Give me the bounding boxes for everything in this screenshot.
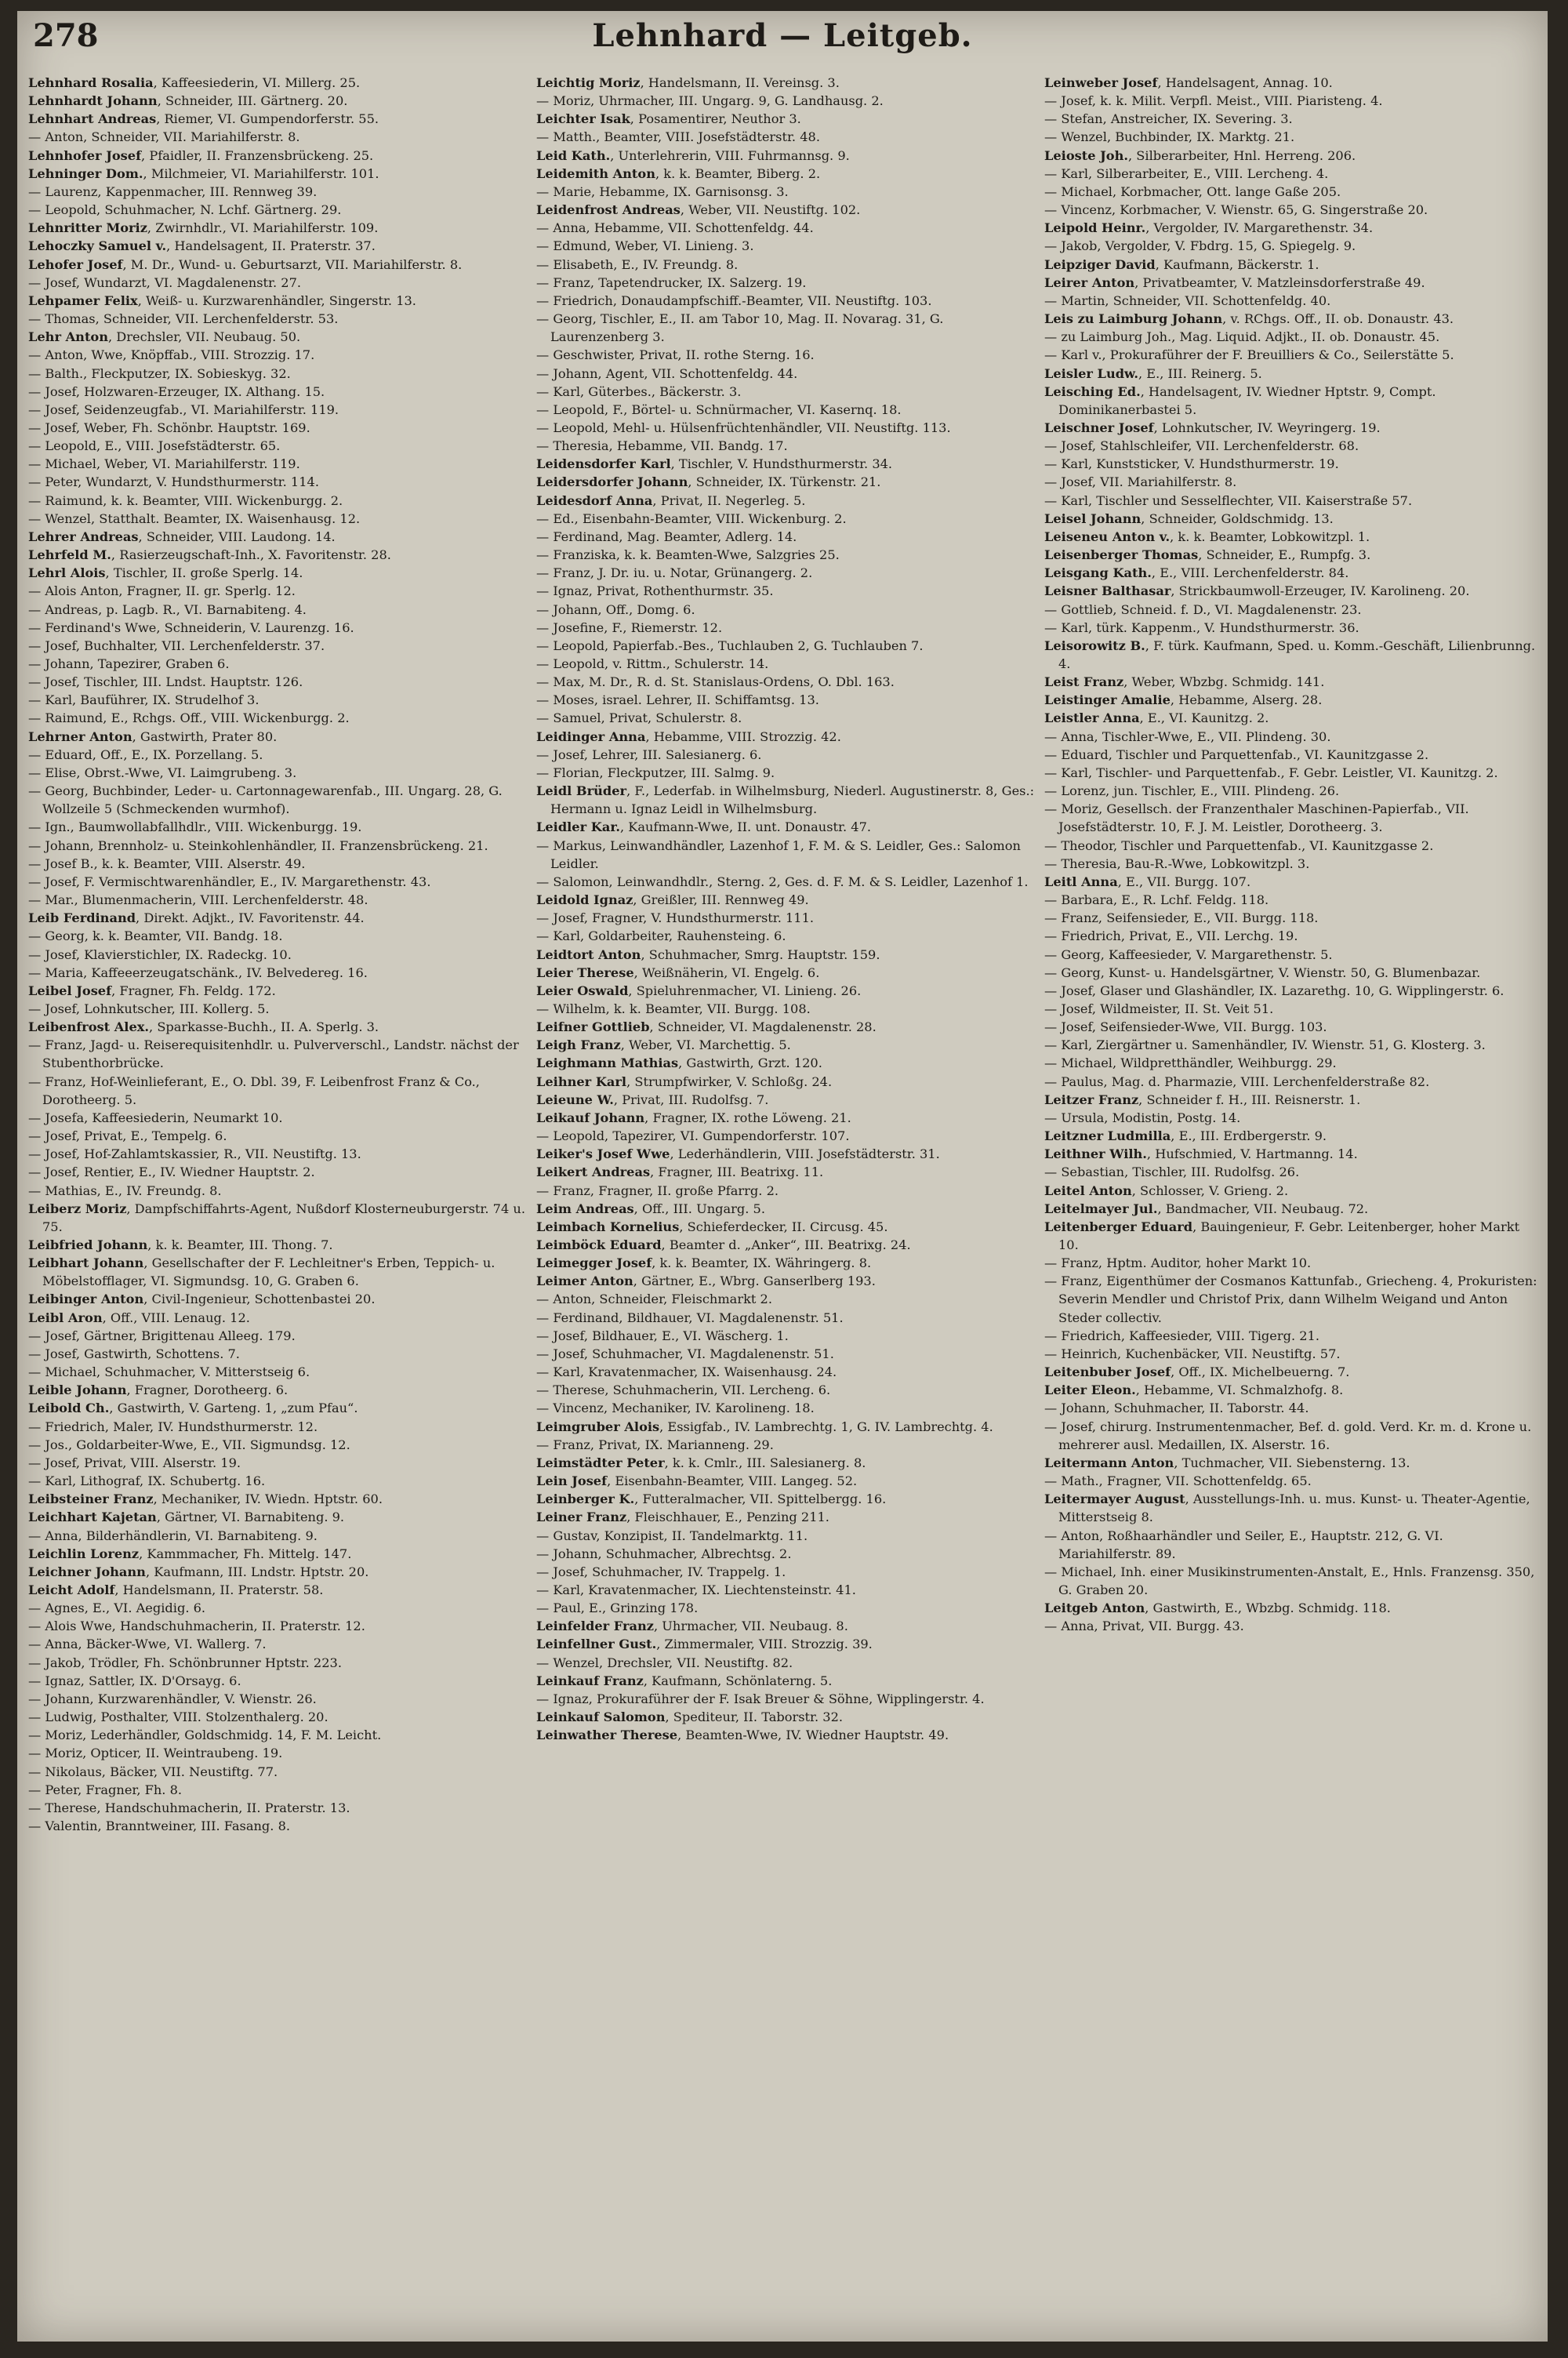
directory-entry: — Josef, Privat, VIII. Alserstr. 19. — [28, 1455, 241, 1470]
directory-entry: — Karl, Goldarbeiter, Rauhensteing. 6. — [536, 928, 786, 944]
directory-entry: — Gustav, Konzipist, II. Tandelmarktg. 11. — [536, 1528, 808, 1543]
directory-entry: — Josef B., k. k. Beamter, VIII. Alserstr. 49. — [28, 856, 306, 871]
directory-entry: Leinweber Josef, Handelsagent, Annag. 10. — [1044, 75, 1333, 90]
directory-entry: — Johann, Tapezirer, Graben 6. — [28, 656, 230, 671]
directory-entry: — Wenzel, Drechsler, VII. Neustiftg. 82. — [536, 1655, 793, 1670]
directory-entry: Leinwather Therese, Beamten-Wwe, IV. Wiedner Hauptstr. 49. — [536, 1728, 949, 1743]
directory-entry: Lehnhofer Josef, Pfaidler, II. Franzensbrückeng. 25. — [28, 147, 374, 163]
directory-entry: Leitenbuber Josef, Off., IX. Michelbeuerng. 7. — [1044, 1364, 1350, 1380]
directory-entry: — Elisabeth, E., IV. Freundg. 8. — [536, 256, 739, 272]
directory-entry: — Friedrich, Privat, E., VII. Lerchg. 19. — [1044, 928, 1298, 944]
directory-entry: — Franz, Fragner, II. große Pfarrg. 2. — [536, 1183, 779, 1198]
directory-entry: Leioste Joh., Silberarbeiter, Hnl. Herreng. 206. — [1044, 147, 1356, 163]
directory-entry: — Josef, Gastwirth, Schottens. 7. — [28, 1346, 240, 1361]
directory-entry: Leim Andreas, Off., III. Ungarg. 5. — [536, 1201, 765, 1216]
directory-entry: Leimstädter Peter, k. k. Cmlr., III. Salesianerg. 8. — [536, 1455, 866, 1470]
directory-entry: Leidenfrost Andreas, Weber, VII. Neustiftg. 102. — [536, 202, 861, 218]
directory-entry: — Josef, Schuhmacher, VI. Magdalenenstr. 51. — [536, 1346, 834, 1361]
directory-entry: Lehrl Alois, Tischler, II. große Sperlg. 14. — [28, 565, 303, 581]
directory-entry: Leidold Ignaz, Greißler, III. Rennweg 49. — [536, 892, 809, 908]
directory-entry: — Matth., Beamter, VIII. Josefstädterstr. 48. — [536, 129, 820, 145]
directory-entry: Leidinger Anna, Hebamme, VIII. Strozzig. 42. — [536, 728, 841, 744]
directory-entry: — Josef, chirurg. Instrumentenmacher, Bef. d. gold. Verd. Kr. m. d. Krone u. mehrerer ausl. Medaillen, IX. Alserstr. 16. — [1044, 1419, 1532, 1452]
directory-entry: Leinfellner Gust., Zimmermaler, VIII. Strozzig. 39. — [536, 1637, 873, 1652]
directory-entry: Leisching Ed., Handelsagent, IV. Wiedner Hptstr. 9, Compt. Dominikanerbastei 5. — [1044, 383, 1436, 417]
directory-entry: Lein Josef, Eisenbahn-Beamter, VIII. Langeg. 52. — [536, 1473, 858, 1489]
directory-entry: — Josef, Hof-Zahlamtskassier, R., VII. Neustiftg. 13. — [28, 1146, 361, 1162]
directory-entry: Leidensdorfer Karl, Tischler, V. Hundsthurmerstr. 34. — [536, 456, 893, 472]
directory-entry: Leipziger David, Kaufmann, Bäckerstr. 1. — [1044, 256, 1319, 272]
directory-entry: — Karl, Kravatenmacher, IX. Waisenhausg. 24. — [536, 1364, 837, 1380]
directory-entry: Leidler Kar., Kaufmann-Wwe, II. unt. Donaustr. 47. — [536, 819, 872, 835]
directory-entry: — Josef, Wildmeister, II. St. Veit 51. — [1044, 1001, 1274, 1016]
directory-entry: — Franz, J. Dr. iu. u. Notar, Grünangerg. 2. — [536, 565, 813, 581]
directory-entry: Leistler Anna, E., VI. Kaunitzg. 2. — [1044, 710, 1269, 726]
directory-entry: Lehrfeld M., Rasierzeugschaft-Inh., X. Favoritenstr. 28. — [28, 547, 391, 563]
directory-entry: — Josef, Gärtner, Brigittenau Alleeg. 179. — [28, 1328, 296, 1343]
directory-entry: — Friedrich, Maler, IV. Hundsthurmerstr. 12. — [28, 1419, 318, 1434]
directory-entry: — Josef, Schuhmacher, IV. Trappelg. 1. — [536, 1564, 786, 1579]
column-2 — [536, 74, 1038, 2332]
directory-entry: — Karl, Lithograf, IX. Schubertg. 16. — [28, 1473, 266, 1489]
directory-entry: — Franz, Jagd- u. Reiserequisitenhdlr. u. Pulververschl., Landstr. nächst der Stubenthorbrücke. — [28, 1037, 519, 1071]
directory-entry: — Anna, Privat, VII. Burgg. 43. — [1044, 1619, 1244, 1634]
directory-entry: — Wenzel, Statthalt. Beamter, IX. Waisenhausg. 12. — [28, 510, 361, 526]
directory-entry: — Paul, E., Grinzing 178. — [536, 1600, 699, 1616]
directory-entry: — Ed., Eisenbahn-Beamter, VIII. Wickenburg. 2. — [536, 510, 847, 526]
directory-entry: — Karl, Güterbes., Bäckerstr. 3. — [536, 383, 742, 399]
directory-entry: — Theresia, Hebamme, VII. Bandg. 17. — [536, 438, 788, 454]
directory-entry: — Georg, Kaffeesieder, V. Margarethenstr. 5. — [1044, 946, 1333, 962]
directory-entry: — Wenzel, Buchbinder, IX. Marktg. 21. — [1044, 129, 1295, 145]
directory-entry: Leisler Ludw., E., III. Reinerg. 5. — [1044, 365, 1262, 381]
directory-entry: Leidemith Anton, k. k. Beamter, Biberg. 2. — [536, 165, 821, 181]
directory-entry: — Josef, Lehrer, III. Salesianerg. 6. — [536, 747, 762, 762]
directory-entry: — Johann, Off., Domg. 6. — [536, 601, 695, 617]
directory-entry: Leithner Wilh., Hufschmied, V. Hartmanng. 14. — [1044, 1146, 1358, 1162]
directory-entry: Lehnritter Moriz, Zwirnhdlr., VI. Mariahilferstr. 109. — [28, 220, 379, 236]
directory-entry: Lehrner Anton, Gastwirth, Prater 80. — [28, 728, 278, 744]
directory-entry: — Karl, Tischler- und Parquettenfab., F. Gebr. Leistler, VI. Kaunitzg. 2. — [1044, 765, 1498, 780]
directory-entry: Leifner Gottlieb, Schneider, VI. Magdalenenstr. 28. — [536, 1019, 877, 1035]
directory-entry: Leisner Balthasar, Strickbaumwoll-Erzeuger, IV. Karolineng. 20. — [1044, 583, 1470, 599]
directory-entry: Leinfelder Franz, Uhrmacher, VII. Neubaug. 8. — [536, 1619, 848, 1634]
directory-entry: Leitermann Anton, Tuchmacher, VII. Siebensterng. 13. — [1044, 1455, 1410, 1470]
directory-entry: Lehnhard Rosalia, Kaffeesiederin, VI. Millerg. 25. — [28, 75, 361, 90]
directory-entry: — Leopold, F., Börtel- u. Schnürmacher, VI. Kasernq. 18. — [536, 401, 902, 417]
directory-entry: Leisgang Kath., E., VIII. Lerchenfelderstr. 84. — [1044, 565, 1349, 581]
directory-entry: — Josef, Klavierstichler, IX. Radeckg. 10. — [28, 946, 292, 962]
directory-entry: — Elise, Obrst.-Wwe, VI. Laimgrubeng. 3. — [28, 765, 297, 780]
directory-entry: — Karl v., Prokuraführer der F. Breuilliers & Co., Seilerstätte 5. — [1044, 347, 1454, 363]
directory-entry: Leibl Aron, Off., VIII. Lenaug. 12. — [28, 1310, 250, 1325]
directory-entry: — Theodor, Tischler und Parquettenfab., VI. Kaunitzgasse 2. — [1044, 837, 1434, 853]
directory-entry: Leihner Karl, Strumpfwirker, V. Schloßg. 24. — [536, 1074, 833, 1089]
directory-entry: — Anna, Bilderhändlerin, VI. Barnabiteng. 9. — [28, 1528, 318, 1543]
directory-entry: — Mar., Blumenmacherin, VIII. Lerchenfelderstr. 48. — [28, 892, 368, 908]
directory-entry: — Johann, Brennholz- u. Steinkohlenhändler, II. Franzensbrückeng. 21. — [28, 837, 488, 853]
directory-entry: — Karl, Kunststicker, V. Hundsthurmerstr. 19. — [1044, 456, 1339, 472]
directory-entry: Leidesdorf Anna, Privat, II. Negerleg. 5. — [536, 492, 806, 508]
directory-entry: — Franz, Hof-Weinlieferant, E., O. Dbl. 39, F. Leibenfrost Franz & Co., Dorotheerg. 5. — [28, 1074, 480, 1107]
directory-entry: — Leopold, Papierfab.-Bes., Tuchlauben 2, G. Tuchlauben 7. — [536, 638, 924, 653]
directory-entry: Leischner Josef, Lohnkutscher, IV. Weyringerg. 19. — [1044, 420, 1381, 435]
directory-entry: — Jakob, Vergolder, V. Fbdrg. 15, G. Spiegelg. 9. — [1044, 238, 1356, 254]
directory-entry: Leinkauf Franz, Kaufmann, Schönlaterng. 5. — [536, 1673, 833, 1688]
directory-entry: Leitzner Ludmilla, E., III. Erdbergerstr. 9. — [1044, 1128, 1327, 1144]
directory-entry: — Heinrich, Kuchenbäcker, VII. Neustiftg. 57. — [1044, 1346, 1341, 1361]
directory-entry: — Leopold, v. Rittm., Schulerstr. 14. — [536, 656, 769, 671]
directory-entry: Leimgruber Alois, Essigfab., IV. Lambrechtg. 1, G. IV. Lambrechtg. 4. — [536, 1419, 993, 1434]
directory-entry: — Samuel, Privat, Schulerstr. 8. — [536, 710, 742, 726]
directory-entry: — Ignaz, Prokuraführer der F. Isak Breuer & Söhne, Wipplingerstr. 4. — [536, 1691, 985, 1706]
directory-entry: Leiberz Moriz, Dampfschiffahrts-Agent, Nußdorf Klosterneuburgerstr. 74 u. 75. — [28, 1201, 525, 1234]
directory-entry: Leichlin Lorenz, Kammmacher, Fh. Mittelg. 147. — [28, 1546, 352, 1561]
directory-page — [17, 11, 1548, 2342]
directory-entry: — Raimund, k. k. Beamter, VIII. Wickenburgg. 2. — [28, 492, 343, 508]
directory-entry: — Josefine, F., Riemerstr. 12. — [536, 619, 723, 635]
directory-entry: — Anna, Hebamme, VII. Schottenfeldg. 44. — [536, 220, 814, 236]
directory-entry: — Moses, israel. Lehrer, II. Schiffamtsg. 13. — [536, 692, 819, 708]
directory-entry: Leitenberger Eduard, Bauingenieur, F. Gebr. Leitenberger, hoher Markt 10. — [1044, 1219, 1520, 1252]
directory-entry: Leist Franz, Weber, Wbzbg. Schmidg. 141. — [1044, 674, 1325, 690]
directory-entry: — Theresia, Bau-R.-Wwe, Lobkowitzpl. 3. — [1044, 856, 1310, 871]
directory-entry: Leitzer Franz, Schneider f. H., III. Reisnerstr. 1. — [1044, 1092, 1361, 1107]
directory-entry: — Franz, Privat, IX. Marianneng. 29. — [536, 1437, 774, 1452]
directory-entry: — Mathias, E., IV. Freundg. 8. — [28, 1183, 222, 1198]
directory-entry: Leimegger Josef, k. k. Beamter, IX. Währingerg. 8. — [536, 1255, 872, 1271]
directory-entry: Leid Kath., Unterlehrerin, VIII. Fuhrmannsg. 9. — [536, 147, 850, 163]
directory-entry: — Friedrich, Donaudampfschiff.-Beamter, VII. Neustiftg. 103. — [536, 292, 932, 308]
page-title: Lehnhard — Leitgeb. — [592, 17, 973, 54]
directory-entry: — Andreas, p. Lagb. R., VI. Barnabiteng. 4. — [28, 601, 307, 617]
directory-entry: — Johann, Agent, VII. Schottenfeldg. 44. — [536, 365, 798, 381]
directory-entry: — Marie, Hebamme, IX. Garnisonsg. 3. — [536, 183, 789, 199]
directory-entry: — Georg, Kunst- u. Handelsgärtner, V. Wienstr. 50, G. Blumenbazar. — [1044, 965, 1481, 980]
directory-entry: Leichtig Moriz, Handelsmann, II. Vereinsg. 3. — [536, 75, 840, 90]
directory-entry: Leighmann Mathias, Gastwirth, Grzt. 120. — [536, 1055, 822, 1071]
directory-entry: Leiter Eleon., Hebamme, VI. Schmalzhofg. 8. — [1044, 1382, 1344, 1398]
directory-entry: — Agnes, E., VI. Aegidig. 6. — [28, 1600, 206, 1616]
directory-entry: — Karl, Bauführer, IX. Strudelhof 3. — [28, 692, 260, 708]
directory-entry: — Josef, Seidenzeugfab., VI. Mariahilferstr. 119. — [28, 401, 339, 417]
directory-entry: — Vincenz, Mechaniker, IV. Karolineng. 18. — [536, 1401, 815, 1416]
directory-entry: — Paulus, Mag. d. Pharmazie, VIII. Lerchenfelderstraße 82. — [1044, 1074, 1430, 1089]
directory-entry: — Michael, Korbmacher, Ott. lange Gaße 205. — [1044, 183, 1341, 199]
directory-entry: — Thomas, Schneider, VII. Lerchenfelderstr. 53. — [28, 311, 339, 327]
directory-entry: — Florian, Fleckputzer, III. Salmg. 9. — [536, 765, 775, 780]
directory-entry: — Leopold, Schuhmacher, N. Lchf. Gärtnerg. 29. — [28, 202, 342, 218]
directory-entry: — Josef, VII. Mariahilferstr. 8. — [1044, 474, 1237, 490]
directory-entry: Lehnhart Andreas, Riemer, VI. Gumpendorferstr. 55. — [28, 111, 379, 127]
directory-entry: — Eduard, Tischler und Parquettenfab., VI. Kaunitzgasse 2. — [1044, 747, 1429, 762]
directory-entry: Leichner Johann, Kaufmann, III. Lndstr. Hptstr. 20. — [28, 1564, 369, 1579]
directory-entry: Lehofer Josef, M. Dr., Wund- u. Geburtsarzt, VII. Mariahilferstr. 8. — [28, 256, 463, 272]
directory-entry: Leicht Adolf, Handelsmann, II. Praterstr. 58. — [28, 1582, 324, 1597]
directory-entry: Leimböck Eduard, Beamter d. „Anker“, III. Beatrixg. 24. — [536, 1237, 911, 1252]
directory-entry: — Josef, Tischler, III. Lndst. Hauptstr. 126. — [28, 674, 303, 690]
directory-entry: — Josef, Wundarzt, VI. Magdalenenstr. 27. — [28, 274, 302, 290]
column-3 — [1044, 74, 1538, 2332]
directory-entry: — Anna, Tischler-Wwe, E., VII. Plindeng. 30. — [1044, 728, 1331, 744]
directory-entry: — Ferdinand, Mag. Beamter, Adlerg. 14. — [536, 529, 797, 544]
directory-entry: Leibhart Johann, Gesellschafter der F. Lechleitner's Erben, Teppich- u. Möbelstofflager, VI. Sigmundsg. 10, G. Graben 6. — [28, 1255, 495, 1289]
directory-entry: — Josef, Seifensieder-Wwe, VII. Burgg. 103. — [1044, 1019, 1327, 1035]
directory-entry: — Josefa, Kaffeesiederin, Neumarkt 10. — [28, 1110, 283, 1125]
directory-entry: Leiker's Josef Wwe, Lederhändlerin, VIII. Josefstädterstr. 31. — [536, 1146, 940, 1162]
directory-entry: Leimer Anton, Gärtner, E., Wbrg. Ganserlberg 193. — [536, 1273, 876, 1289]
directory-entry: Leible Johann, Fragner, Dorotheerg. 6. — [28, 1382, 289, 1398]
directory-entry: — Ursula, Modistin, Postg. 14. — [1044, 1110, 1241, 1125]
directory-entry: — Geschwister, Privat, II. rothe Sterng. 16. — [536, 347, 815, 363]
directory-entry: — Georg, Tischler, E., II. am Tabor 10, Mag. II. Novarag. 31, G. Laurenzenberg 3. — [536, 311, 944, 345]
directory-entry: — Josef, Buchhalter, VII. Lerchenfelderstr. 37. — [28, 638, 325, 653]
directory-entry: — Karl, Tischler und Sesselflechter, VII. Kaiserstraße 57. — [1044, 492, 1413, 508]
directory-entry: — Johann, Kurzwarenhändler, V. Wienstr. 26. — [28, 1691, 317, 1706]
directory-entry: Lehrer Andreas, Schneider, VIII. Laudong. 14. — [28, 529, 336, 544]
directory-entry: — Moriz, Opticer, II. Weintraubeng. 19. — [28, 1746, 283, 1761]
directory-entry: — Karl, Kravatenmacher, IX. Liechtensteinstr. 41. — [536, 1582, 856, 1597]
directory-entry: — Johann, Schuhmacher, II. Taborstr. 44. — [1044, 1401, 1309, 1416]
directory-entry: — Ferdinand's Wwe, Schneiderin, V. Laurenzg. 16. — [28, 619, 354, 635]
directory-entry: Leimbach Kornelius, Schieferdecker, II. Circusg. 45. — [536, 1219, 888, 1234]
directory-entry: — Peter, Fragner, Fh. 8. — [28, 1782, 183, 1797]
directory-entry: — Leopold, Tapezirer, VI. Gumpendorferstr. 107. — [536, 1128, 850, 1144]
directory-entry: — Barbara, E., R. Lchf. Feldg. 118. — [1044, 892, 1269, 908]
directory-entry: — Josef, Lohnkutscher, III. Kollerg. 5. — [28, 1001, 270, 1016]
directory-entry: — Nikolaus, Bäcker, VII. Neustiftg. 77. — [28, 1764, 278, 1779]
directory-entry: — Jos., Goldarbeiter-Wwe, E., VII. Sigmundsg. 12. — [28, 1437, 350, 1452]
directory-entry: Leikauf Johann, Fragner, IX. rothe Löweng. 21. — [536, 1110, 851, 1125]
directory-entry: Leichhart Kajetan, Gärtner, VI. Barnabiteng. 9. — [28, 1510, 345, 1525]
directory-entry: Leigh Franz, Weber, VI. Marchettig. 5. — [536, 1037, 791, 1053]
directory-entry: Leitel Anton, Schlosser, V. Grieng. 2. — [1044, 1183, 1289, 1198]
directory-entry: — Anton, Schneider, VII. Mariahilferstr. 8. — [28, 129, 300, 145]
directory-entry: — Karl, Ziergärtner u. Samenhändler, IV. Wienstr. 51, G. Klosterg. 3. — [1044, 1037, 1486, 1053]
directory-entry: Leinberger K., Futteralmacher, VII. Spittelbergg. 16. — [536, 1491, 887, 1507]
directory-entry: — Franziska, k. k. Beamten-Wwe, Salzgries 25. — [536, 547, 840, 563]
directory-entry: — Anton, Roßhaarhändler und Seiler, E., Hauptstr. 212, G. VI. Mariahilferstr. 89. — [1044, 1528, 1443, 1561]
directory-entry: Leikert Andreas, Fragner, III. Beatrixg. 11. — [536, 1164, 824, 1180]
directory-entry: — Valentin, Branntweiner, III. Fasang. 8. — [28, 1818, 291, 1833]
directory-entry: — Josef, Stahlschleifer, VII. Lerchenfelderstr. 68. — [1044, 438, 1359, 454]
directory-entry: — Salomon, Leinwandhdlr., Sterng. 2, Ges. d. F. M. & S. Leidler, Lazenhof 1. — [536, 874, 1029, 889]
directory-entry: — Michael, Wildpretthändler, Weihburgg. 29. — [1044, 1055, 1337, 1071]
directory-entry: — Franz, Seifensieder, E., VII. Burgg. 118. — [1044, 910, 1319, 926]
directory-entry: — Josef, Rentier, E., IV. Wiedner Hauptstr. 2. — [28, 1164, 315, 1180]
directory-entry: — Martin, Schneider, VII. Schottenfeldg. 40. — [1044, 292, 1331, 308]
directory-entry: — Balth., Fleckputzer, IX. Sobieskyg. 32. — [28, 365, 291, 381]
directory-entry: — Ign., Baumwollabfallhdlr., VIII. Wickenburgg. 19. — [28, 819, 362, 835]
directory-entry: Leis zu Laimburg Johann, v. RChgs. Off., II. ob. Donaustr. 43. — [1044, 311, 1454, 327]
directory-entry: Leibinger Anton, Civil-Ingenieur, Schottenbastei 20. — [28, 1292, 376, 1307]
directory-entry: — Josef, Holzwaren-Erzeuger, IX. Althang. 15. — [28, 383, 325, 399]
directory-entry: — Franz, Tapetendrucker, IX. Salzerg. 19. — [536, 274, 807, 290]
directory-entry: — Anton, Schneider, Fleischmarkt 2. — [536, 1292, 772, 1307]
directory-entry: Leieune W., Privat, III. Rudolfsg. 7. — [536, 1092, 769, 1107]
directory-entry: — Moriz, Gesellsch. der Franzenthaler Maschinen-Papierfab., VII. Josefstädterstr. 10, F. J. M. Leistler, Dorotheerg. 3. — [1044, 801, 1469, 835]
directory-entry: — Franz, Eigenthümer der Cosmanos Kattunfab., Griecheng. 4, Prokuristen: Severin Mendler und Christof Prix, dann Wilhelm Weigand und Anton Steder collectiv. — [1044, 1273, 1537, 1325]
directory-entry: Leidl Brüder, F., Lederfab. in Wilhelmsburg, Niederl. Augustinerstr. 8, Ges.: Hermann u. Ignaz Leidl in Wilhelmsburg. — [536, 783, 1035, 817]
directory-entry: Leipold Heinr., Vergolder, IV. Margarethenstr. 34. — [1044, 220, 1374, 236]
directory-entry: Leisorowitz B., F. türk. Kaufmann, Sped. u. Komm.-Geschäft, Lilienbrunng. 4. — [1044, 638, 1536, 671]
directory-entry: Leibfried Johann, k. k. Beamter, III. Thong. 7. — [28, 1237, 333, 1252]
directory-entry: — Edmund, Weber, VI. Linieng. 3. — [536, 238, 754, 254]
directory-entry: Leibsteiner Franz, Mechaniker, IV. Wiedn. Hptstr. 60. — [28, 1491, 383, 1507]
directory-entry: — Josef, F. Vermischtwarenhändler, E., IV. Margarethenstr. 43. — [28, 874, 431, 889]
directory-entry: — Ferdinand, Bildhauer, VI. Magdalenenstr. 51. — [536, 1310, 844, 1325]
directory-entry: — Michael, Weber, VI. Mariahilferstr. 119. — [28, 456, 300, 472]
directory-entry: — Leopold, Mehl- u. Hülsenfrüchtenhändler, VII. Neustiftg. 113. — [536, 420, 951, 435]
directory-entry: — Wilhelm, k. k. Beamter, VII. Burgg. 108. — [536, 1001, 811, 1016]
directory-entry: — Vincenz, Korbmacher, V. Wienstr. 65, G. Singerstraße 20. — [1044, 202, 1428, 218]
directory-entry: — Stefan, Anstreicher, IX. Severing. 3. — [1044, 111, 1293, 127]
directory-entry: — Josef, Privat, E., Tempelg. 6. — [28, 1128, 227, 1144]
directory-entry: — Karl, Silberarbeiter, E., VIII. Lercheng. 4. — [1044, 165, 1329, 181]
directory-entry: Leinkauf Salomon, Spediteur, II. Taborstr. 32. — [536, 1709, 844, 1725]
directory-entry: — Josef, Fragner, V. Hundsthurmerstr. 111. — [536, 910, 815, 926]
directory-entry: — Maria, Kaffeeerzeugatschänk., IV. Belvedereg. 16. — [28, 965, 368, 980]
directory-entry: Leitl Anna, E., VII. Burgg. 107. — [1044, 874, 1251, 889]
directory-entry: — Ignaz, Sattler, IX. D'Orsayg. 6. — [28, 1673, 241, 1688]
directory-entry: — Laurenz, Kappenmacher, III. Rennweg 39. — [28, 183, 318, 199]
directory-entry: — Alois Wwe, Handschuhmacherin, II. Praterstr. 12. — [28, 1619, 365, 1634]
directory-entry: — Lorenz, jun. Tischler, E., VIII. Plindeng. 26. — [1044, 783, 1340, 799]
directory-entry: — Eduard, Off., E., IX. Porzellang. 5. — [28, 747, 263, 762]
directory-entry: — Alois Anton, Fragner, II. gr. Sperlg. 12. — [28, 583, 296, 599]
directory-entry: — Therese, Schuhmacherin, VII. Lercheng. 6. — [536, 1382, 831, 1398]
directory-entry: Leidtort Anton, Schuhmacher, Smrg. Hauptstr. 159. — [536, 946, 880, 962]
directory-entry: — Jakob, Trödler, Fh. Schönbrunner Hptstr. 223. — [28, 1655, 342, 1670]
directory-entry: Leier Therese, Weißnäherin, VI. Engelg. 6. — [536, 965, 820, 980]
directory-entry: — Sebastian, Tischler, III. Rudolfsg. 26. — [1044, 1164, 1300, 1180]
directory-entry: Leitermayer August, Ausstellungs-Inh. u. mus. Kunst- u. Theater-Agentie, Mitterstseig 8. — [1044, 1491, 1530, 1525]
directory-entry: — Moriz, Uhrmacher, III. Ungarg. 9, G. Landhausg. 2. — [536, 93, 884, 109]
directory-entry: — Math., Fragner, VII. Schottenfeldg. 65. — [1044, 1473, 1312, 1489]
directory-entry: — Peter, Wundarzt, V. Hundsthurmerstr. 114. — [28, 474, 319, 490]
directory-entry: Leitgeb Anton, Gastwirth, E., Wbzbg. Schmidg. 118. — [1044, 1600, 1391, 1616]
page-number: 278 — [33, 17, 99, 54]
directory-entry: Leirer Anton, Privatbeamter, V. Matzleinsdorferstraße 49. — [1044, 274, 1425, 290]
page-header — [17, 16, 1548, 63]
directory-entry: Leisel Johann, Schneider, Goldschmidg. 13. — [1044, 510, 1334, 526]
directory-entry: Leiseneu Anton v., k. k. Beamter, Lobkowitzpl. 1. — [1044, 529, 1370, 544]
directory-entry: Leitelmayer Jul., Bandmacher, VII. Neubaug. 72. — [1044, 1201, 1369, 1216]
directory-entry: Leibel Josef, Fragner, Fh. Feldg. 172. — [28, 983, 276, 998]
directory-entry: Lehninger Dom., Milchmeier, VI. Mariahilferstr. 101. — [28, 165, 379, 181]
directory-entry: — Michael, Schuhmacher, V. Mitterstseig 6. — [28, 1364, 310, 1380]
directory-entry: Leisenberger Thomas, Schneider, E., Rumpfg. 3. — [1044, 547, 1371, 563]
column-1 — [28, 74, 530, 2332]
directory-entry: — Georg, k. k. Beamter, VII. Bandg. 18. — [28, 928, 283, 944]
directory-entry: Lehpamer Felix, Weiß- u. Kurzwarenhändler, Singerstr. 13. — [28, 292, 416, 308]
directory-entry: Lehoczky Samuel v., Handelsagent, II. Praterstr. 37. — [28, 238, 376, 254]
directory-entry: — Therese, Handschuhmacherin, II. Praterstr. 13. — [28, 1800, 350, 1815]
directory-entry: — Moriz, Lederhändler, Goldschmidg. 14, F. M. Leicht. — [28, 1728, 382, 1743]
directory-entry: Lehr Anton, Drechsler, VII. Neubaug. 50. — [28, 329, 301, 345]
directory-entry: — Anna, Bäcker-Wwe, VI. Wallerg. 7. — [28, 1637, 267, 1652]
directory-entry: — Leopold, E., VIII. Josefstädterstr. 65. — [28, 438, 281, 454]
directory-entry: — Michael, Inh. einer Musikinstrumenten-Anstalt, E., Hnls. Franzensg. 350, G. Graben 20. — [1044, 1564, 1535, 1597]
directory-entry: — Anton, Wwe, Knöpffab., VIII. Strozzig. 17. — [28, 347, 315, 363]
directory-entry: — Friedrich, Kaffeesieder, VIII. Tigerg. 21. — [1044, 1328, 1319, 1343]
directory-entry: — Ignaz, Privat, Rothenthurmstr. 35. — [536, 583, 774, 599]
directory-entry: — Markus, Leinwandhändler, Lazenhof 1, F. M. & S. Leidler, Ges.: Salomon Leidler. — [536, 837, 1021, 871]
directory-entry: Leibold Ch., Gastwirth, V. Garteng. 1, „zum Pfau“. — [28, 1401, 358, 1416]
directory-entry: — Max, M. Dr., R. d. St. Stanislaus-Ordens, O. Dbl. 163. — [536, 674, 895, 690]
directory-entry: Leiner Franz, Fleischhauer, E., Penzing 211. — [536, 1510, 829, 1525]
directory-entry: — Raimund, E., Rchgs. Off., VIII. Wickenburgg. 2. — [28, 710, 350, 726]
directory-entry: — Josef, Glaser und Glashändler, IX. Lazarethg. 10, G. Wipplingerstr. 6. — [1044, 983, 1504, 998]
directory-entry: Leidersdorfer Johann, Schneider, IX. Türkenstr. 21. — [536, 474, 881, 490]
directory-entry: Leistinger Amalie, Hebamme, Alserg. 28. — [1044, 692, 1323, 708]
directory-entry: — Franz, Hptm. Auditor, hoher Markt 10. — [1044, 1255, 1312, 1271]
directory-entry: Lehnhardt Johann, Schneider, III. Gärtnerg. 20. — [28, 93, 348, 109]
directory-entry: — Josef, k. k. Milit. Verpfl. Meist., VIII. Piaristeng. 4. — [1044, 93, 1383, 109]
directory-entry: Leichter Isak, Posamentirer, Neuthor 3. — [536, 111, 801, 127]
directory-entry: — Ludwig, Posthalter, VIII. Stolzenthalerg. 20. — [28, 1709, 328, 1725]
directory-entry: Leier Oswald, Spieluhrenmacher, VI. Linieng. 26. — [536, 983, 862, 998]
directory-entry: — Karl, türk. Kappenm., V. Hundsthurmerstr. 36. — [1044, 619, 1359, 635]
directory-entry: Leibenfrost Alex., Sparkasse-Buchh., II. A. Sperlg. 3. — [28, 1019, 379, 1035]
directory-entry: — Gottlieb, Schneid. f. D., VI. Magdalenenstr. 23. — [1044, 601, 1362, 617]
directory-entry: Leib Ferdinand, Direkt. Adjkt., IV. Favoritenstr. 44. — [28, 910, 365, 926]
directory-entry: — Josef, Bildhauer, E., VI. Wäscherg. 1. — [536, 1328, 789, 1343]
directory-entry: — Josef, Weber, Fh. Schönbr. Hauptstr. 169. — [28, 420, 310, 435]
directory-entry: — zu Laimburg Joh., Mag. Liquid. Adjkt., II. ob. Donaustr. 45. — [1044, 329, 1440, 345]
directory-entry: — Georg, Buchbinder, Leder- u. Cartonnagewarenfab., III. Ungarg. 28, G. Wollzeile 5 (Schmeckenden wurmhof). — [28, 783, 503, 817]
directory-entry: — Johann, Schuhmacher, Albrechtsg. 2. — [536, 1546, 792, 1561]
